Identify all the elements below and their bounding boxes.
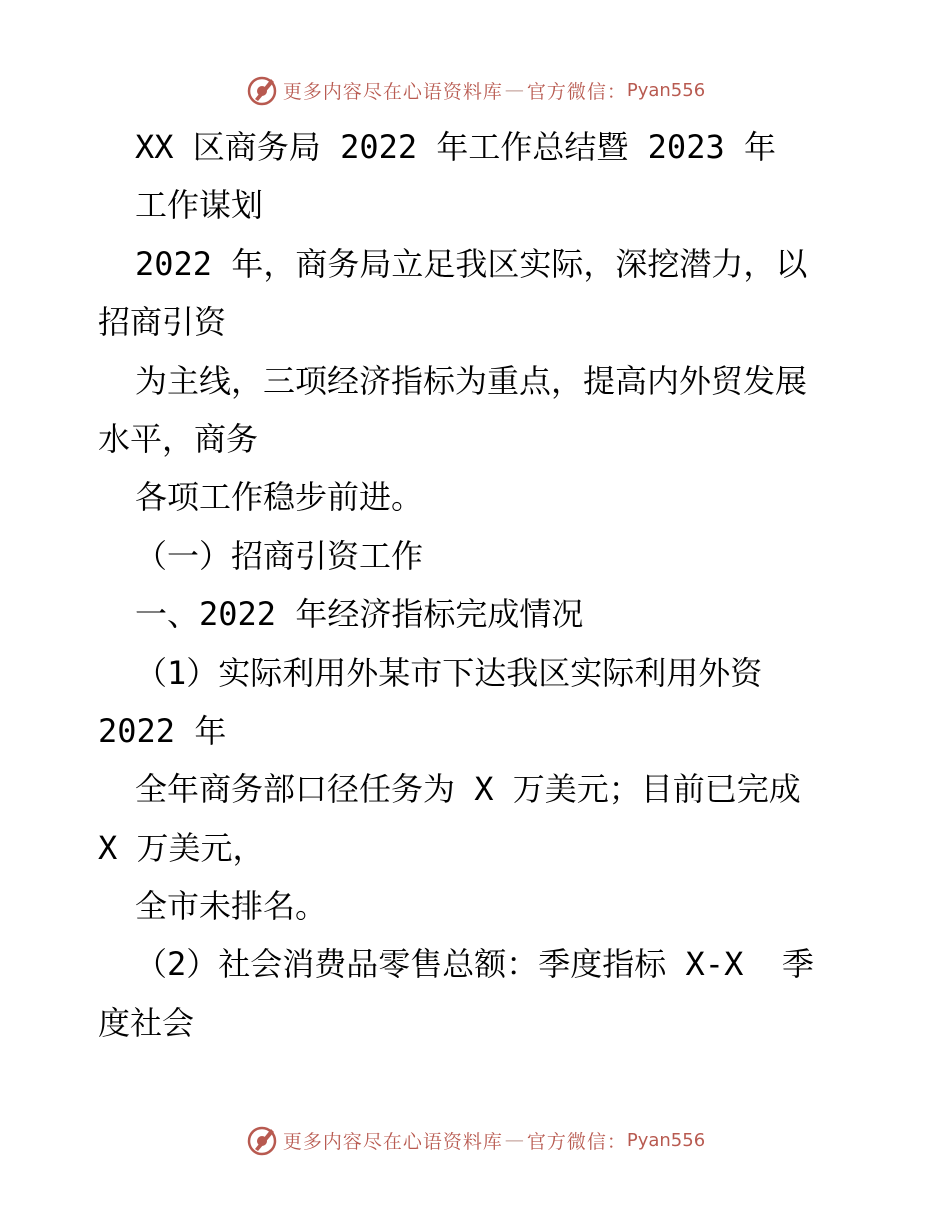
doc-subsection-heading: 一、2022 年经济指标完成情况 xyxy=(135,595,584,634)
doc-section-heading: （一）招商引资工作 xyxy=(135,536,424,575)
doc-paragraph-line: X 万美元， xyxy=(98,828,265,867)
watermark-text: 更多内容尽在心语资料库 xyxy=(282,80,503,103)
document-body xyxy=(98,118,858,1052)
watermark-contact-label: 官方微信： xyxy=(526,1130,627,1153)
doc-paragraph-line: 水平，商务 xyxy=(98,419,259,458)
watermark-text: 更多内容尽在心语资料库 xyxy=(282,1130,503,1153)
doc-paragraph-line: 招商引资 xyxy=(98,303,227,342)
doc-paragraph-line: （2）社会消费品零售总额：季度指标 X-X 季 xyxy=(135,945,814,984)
doc-paragraph-line: （1）实际利用外某市下达我区实际利用外资 xyxy=(135,653,763,692)
doc-paragraph-line: 度社会 xyxy=(98,1003,195,1042)
header-watermark xyxy=(0,70,950,110)
doc-paragraph-line: 各项工作稳步前进。 xyxy=(135,478,424,517)
watermark-contact-id: Pyan556 xyxy=(626,1129,706,1151)
doc-title-line-2: 工作谋划 xyxy=(135,186,264,225)
watermark-separator: — xyxy=(504,1129,525,1151)
doc-paragraph-line: 为主线，三项经济指标为重点，提高内外贸发展 xyxy=(135,361,808,400)
quill-seal-icon xyxy=(245,73,279,107)
watermark-contact-id: Pyan556 xyxy=(626,79,706,101)
footer-watermark xyxy=(0,1120,950,1160)
quill-seal-icon xyxy=(245,1123,279,1157)
watermark-separator: — xyxy=(504,79,525,101)
doc-title-line-1: XX 区商务局 2022 年工作总结暨 2023 年 xyxy=(135,128,776,166)
doc-paragraph-line: 2022 年 xyxy=(98,711,227,750)
watermark-contact-label: 官方微信： xyxy=(526,80,627,103)
doc-paragraph-line: 2022 年，商务局立足我区实际，深挖潜力，以 xyxy=(135,244,808,283)
doc-paragraph-line: 全市未排名。 xyxy=(135,887,328,926)
doc-paragraph-line: 全年商务部口径任务为 X 万美元；目前已完成 xyxy=(135,770,801,809)
